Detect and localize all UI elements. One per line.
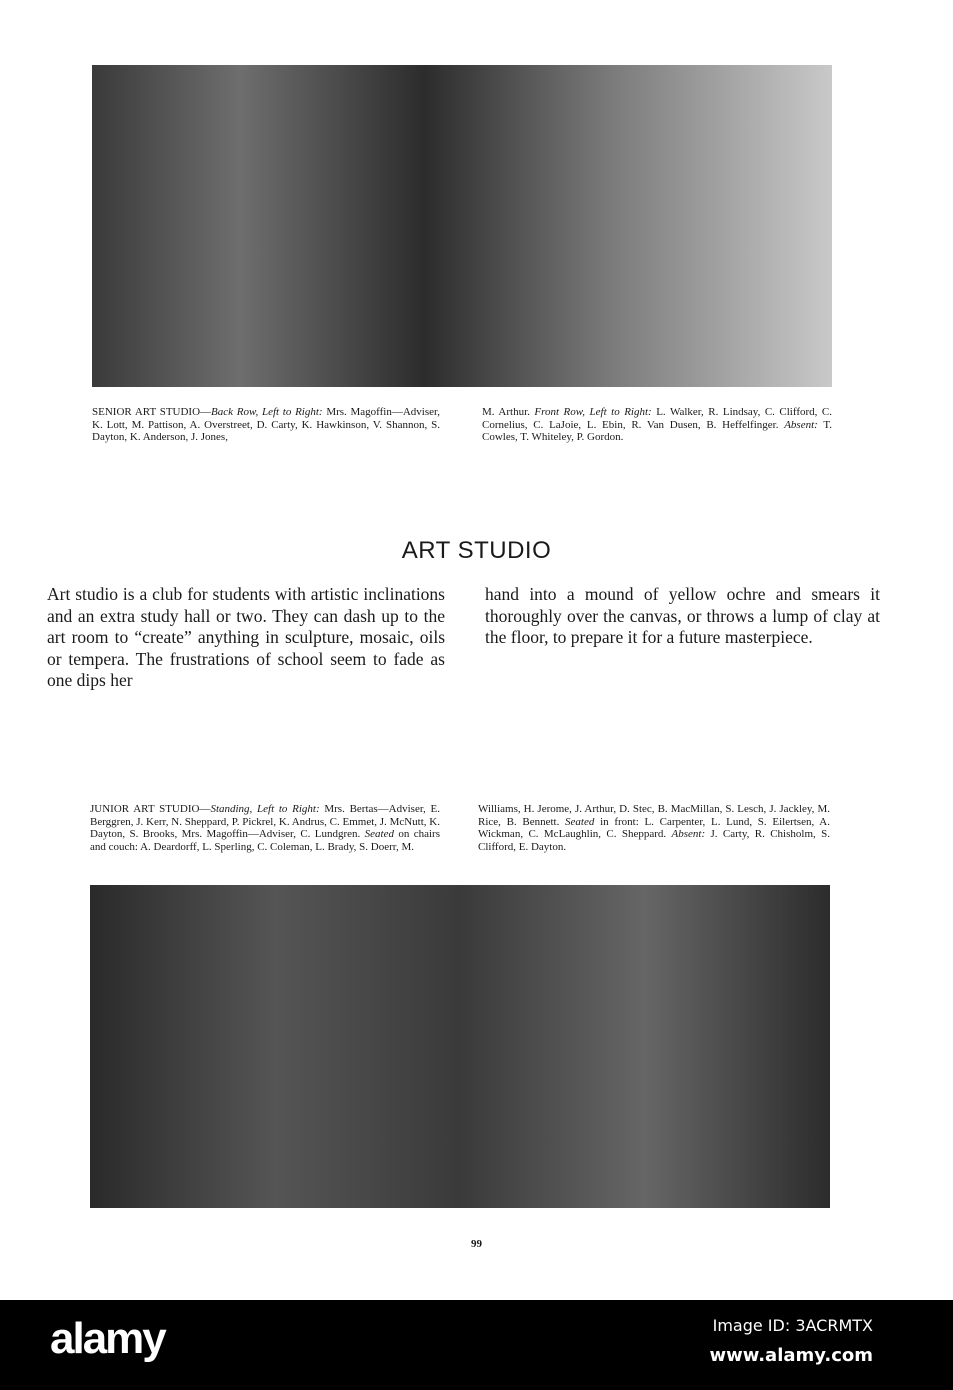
caption-label: Absent: [784, 418, 818, 431]
image-id: Image ID: 3ACRMTX [712, 1316, 873, 1335]
caption-text: L. Walker, R. Lindsay, C. Clifford, C. Cornelius, C. LaJoie, L. Ebin, R. Van Dusen, B. Heffelfinger. [482, 406, 832, 431]
article-title: ART STUDIO [401, 537, 552, 564]
junior-caption-col2 [478, 803, 830, 853]
caption-text: Williams, H. Jerome, J. Arthur, D. Stec, B. MacMillan, S. Lesch, J. Jackley, M. Rice, B. Bennett. [478, 803, 830, 828]
caption-text: Mrs. Bertas—Adviser, E. Berggren, J. Kerr, N. Sheppard, P. Pickrel, K. Andrus, C. Emmet, J. McNutt, K. Dayton, S. Brooks, Mrs. Magoffin—Adviser, C. Lundgren. [90, 803, 440, 840]
senior-art-studio-photo [92, 65, 832, 387]
caption-label: Back Row, Left to Right: [211, 406, 323, 418]
caption-label: Front Row, Left to Right: [534, 406, 652, 418]
alamy-logo: alamy [50, 1314, 165, 1363]
caption-text: Mrs. Magoffin—Adviser, K. Lott, M. Pattison, A. Overstreet, D. Carty, K. Hawkinson, V. Shannon, S. Dayton, K. Anderson, J. Jones, [92, 406, 440, 443]
site-url[interactable]: www.alamy.com [709, 1345, 873, 1366]
caption-label: Seated [565, 815, 595, 828]
senior-caption-col1 [92, 406, 440, 444]
senior-caption-col2 [482, 406, 832, 444]
article-col2: hand into a mound of yellow ochre and smears it thoroughly over the canvas, or throws a lump of clay at the floor, to prepare it for a future masterpiece. [485, 584, 880, 647]
article-col1: Art studio is a club for students with artistic inclinations and an extra study hall or two. They can dash up to the art room to “create” anything in sculpture, mosaic, oils or tempera. The frustrations of school seem to fade as one dips her [47, 584, 445, 690]
junior-art-studio-photo [90, 885, 830, 1208]
caption-label: Standing, Left to Right: [210, 803, 320, 815]
caption-text: in front: L. Carpenter, L. Lund, S. Eilertsen, A. Wickman, C. McLaughlin, C. Sheppard. [478, 815, 830, 840]
caption-lead: SENIOR ART STUDIO [92, 406, 201, 418]
junior-caption-col1 [90, 803, 440, 853]
caption-lead: JUNIOR ART STUDIO— [90, 803, 211, 815]
caption-label: Seated [364, 828, 394, 840]
caption-sep: — [200, 406, 212, 418]
page-number: 99 [471, 1238, 482, 1250]
caption-text: M. Arthur. [482, 406, 535, 418]
watermark-footer [0, 1300, 953, 1390]
caption-text: T. Cowles, T. Whiteley, P. Gordon. [482, 418, 832, 443]
caption-text: on chairs and couch: A. Deardorff, L. Sperling, C. Coleman, L. Brady, S. Doerr, M. [90, 828, 441, 853]
caption-label: Absent: [671, 828, 706, 840]
caption-text: J. Carty, R. Chisholm, S. Clifford, E. Dayton. [478, 828, 830, 853]
